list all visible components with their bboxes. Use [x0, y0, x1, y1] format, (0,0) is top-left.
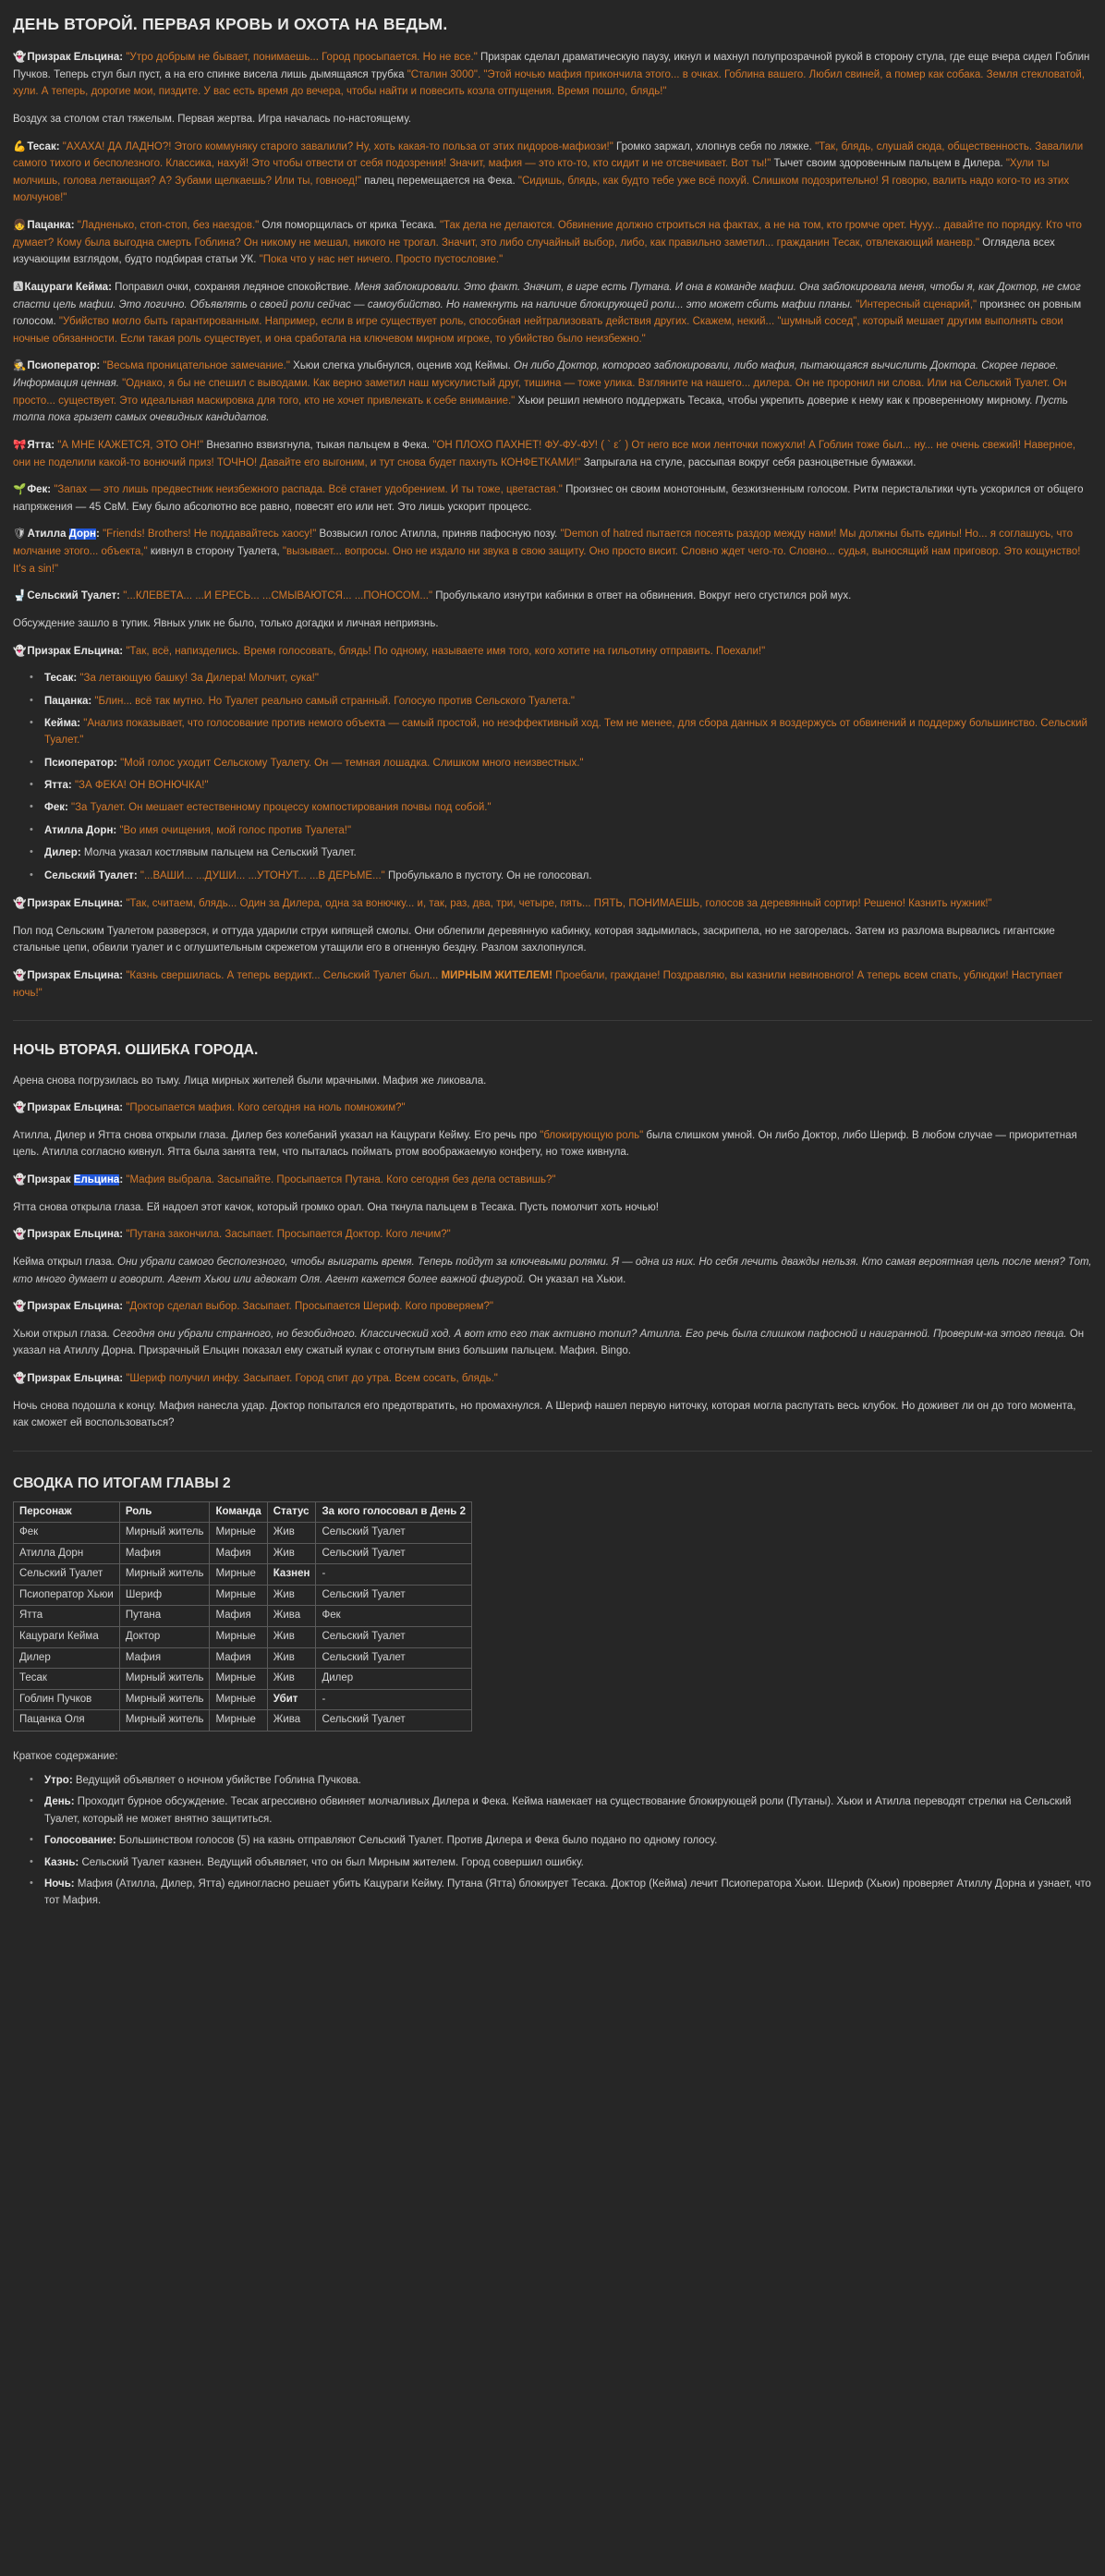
ghost-icon: 👻: [13, 1373, 27, 1385]
quote-text: "Так, всё, напизделись. Время голосовать, блядь! По одному, называете имя того, кого хотите на гильотину отправить. Поехали!": [126, 645, 766, 657]
narration-text: была слишком умной. Он либо Доктор, либо Шериф. В любом случае — приоритетная цель. Атилла согласно кивнул. Ятта была занята тем, что пыталась поймать ртом воображаемую конфету, но тоже кивнула.: [13, 1129, 1077, 1159]
cell-status: Жив: [267, 1543, 316, 1564]
quote-text: "За Туалет. Он мешает естественному процессу компостирования почвы под собой.": [71, 802, 492, 814]
dialog-paragraph-eltsin-6: [13, 1172, 1092, 1189]
quote-text: "Ладненько, стоп-стоп, без наездов.": [77, 220, 260, 231]
cell-team: Мирные: [210, 1710, 267, 1732]
cell-character: Гоблин Пучков: [14, 1689, 120, 1710]
narration-paragraph-6: Ятта снова открыла глаза. Ей надоел этот качок, который громко орал. Она ткнула пальцем в Тесака. Пусть помолчит хоть ночью!: [13, 1201, 659, 1213]
narration-text: Пробулькало изнутри кабинки в ответ на обвинения. Вокруг него сгустился рой мух.: [432, 590, 852, 602]
toilet-icon: 🚽: [13, 590, 27, 602]
table-row: [14, 1606, 472, 1627]
speaker-name: Призрак Ельцина:: [27, 1301, 124, 1313]
cell-vote: Фек: [316, 1606, 472, 1627]
cell-vote: Дилер: [316, 1669, 472, 1690]
speaker-name: [28, 529, 100, 540]
cell-role: Доктор: [119, 1627, 210, 1648]
cell-team: Мафия: [210, 1543, 267, 1564]
verdict-emphasis: МИРНЫМ ЖИТЕЛЕМ!: [441, 969, 552, 981]
brief-item-text: Сельский Туалет казнен. Ведущий объявляет, что он был Мирным жителем. Город совершил ошибку.: [79, 1856, 584, 1868]
list-item: [44, 844, 1092, 861]
narration-text: Он указал на Хьюи.: [525, 1273, 626, 1285]
speaker-name: Призрак Ельцина:: [27, 898, 124, 910]
ribbon-icon: 🎀: [13, 439, 27, 451]
table-header-cell: Персонаж: [14, 1501, 120, 1523]
cell-character: Пацанка Оля: [14, 1710, 120, 1732]
list-item: [44, 799, 1092, 816]
quote-text: "Так дела не делаются. Обвинение должно строиться на фактах, а не на том, кто громче орет. Нууу... давайте по порядку. Кто что думает? Кому была выгодна смерть Гоблина? Он никому не мешал, никого не трогал. Значит, это либо случайный выбор, либо, как правильно заметил... гражданин Тесак, отвлекающий маневр.": [13, 220, 1082, 249]
narration-text: Возвысил голос Атилла, приняв пафосную позу.: [316, 529, 561, 541]
text-selection-highlight[interactable]: Ельцина: [73, 1174, 120, 1186]
cell-status: Казнен: [267, 1564, 316, 1586]
cell-vote: -: [316, 1689, 472, 1710]
speaker-name-prefix: Призрак: [27, 1174, 74, 1186]
list-item: [44, 670, 1092, 687]
dialog-paragraph-toilet-1: [13, 588, 1092, 605]
brief-item-lead: Ночь:: [44, 1877, 75, 1889]
narration-text: произнес он ровным голосом.: [13, 298, 1082, 328]
table-header-cell: За кого голосовал в День 2: [316, 1501, 472, 1523]
cell-status: Жив: [267, 1647, 316, 1669]
quote-text: "Блин... всё так мутно. Но Туалет реально самый странный. Голосую против Сельского Туалета.": [94, 695, 575, 707]
dialog-paragraph-psioperator-1: [13, 358, 1092, 427]
cell-status: Жив: [267, 1669, 316, 1690]
speaker-name: Фек:: [44, 802, 68, 814]
narration-text: Громко заржал, хлопнув себя по ляжке.: [613, 140, 816, 152]
narration-paragraph-4: Арена снова погрузилась во тьму. Лица мирных жителей были мрачными. Мафия же ликовала.: [13, 1075, 487, 1087]
table-header-cell: Роль: [119, 1501, 210, 1523]
cell-character: Ятта: [14, 1606, 120, 1627]
narration-text: Хьюи решил немного поддержать Тесака, чтобы укрепить доверие к нему как к проверенному мирному.: [515, 395, 1036, 407]
cell-character: Тесак: [14, 1669, 120, 1690]
dialog-paragraph-eltsin-8: [13, 1298, 1092, 1316]
narration-text: Тычет своим здоровенным пальцем в Дилера.: [771, 158, 1006, 170]
section-divider-2: [13, 1451, 1092, 1452]
quote-text: "Во имя очищения, мой голос против Туалета!": [119, 824, 352, 836]
cell-role: Мирный житель: [119, 1523, 210, 1544]
list-item: [44, 755, 1092, 772]
speaker-name: Сельский Туалет:: [27, 590, 120, 602]
vote-list: [13, 670, 1092, 884]
table-header-row: [14, 1501, 472, 1523]
cell-character: Сельский Туалет: [14, 1564, 120, 1586]
narration-paragraph-1: Воздух за столом стал тяжелым. Первая жертва. Игра началась по-настоящему.: [13, 113, 412, 125]
dialog-paragraph-eltsin-7: [13, 1226, 1092, 1244]
dialog-paragraph-eltsin-5: [13, 1100, 1092, 1117]
quote-text: "АХАХА! ДА ЛАДНО?! Этого коммуняку старого завалили? Ну, хоть какая-то польза от этих пидоров-мафиози!": [62, 140, 613, 152]
speaker-name: Фек:: [27, 484, 52, 496]
quote-text: "Анализ показывает, что голосование против немого объекта — самый простой, но неэффективный ход. Тем не менее, для сбора данных я воздержусь от обвинений и поддержу большинство. Сельский Туалет.": [44, 717, 1087, 747]
inner-thought-text: Пусть толпа пока грызет самых очевидных кандидатов.: [13, 395, 1068, 424]
quote-text: "ЗА ФЕКА! ОН ВОНЮЧКА!": [74, 780, 209, 792]
list-item: [44, 1793, 1092, 1828]
cell-status: Жив: [267, 1627, 316, 1648]
speaker-name: Призрак Ельцина:: [27, 645, 124, 657]
speaker-name: Псиоператор:: [44, 757, 117, 769]
cell-vote: Сельский Туалет: [316, 1523, 472, 1544]
muscle-icon: 💪: [13, 140, 27, 152]
dialog-paragraph-eltsin-3: [13, 895, 1092, 913]
cell-role: Шериф: [119, 1585, 210, 1606]
cell-team: Мирные: [210, 1564, 267, 1586]
narration-text: Запрыгала на стуле, рассыпая вокруг себя разноцветные бумажки.: [580, 456, 917, 468]
cell-role: Мафия: [119, 1647, 210, 1669]
quote-text: "блокирующую роль": [540, 1129, 644, 1141]
table-row: [14, 1523, 472, 1544]
cell-team: Мирные: [210, 1669, 267, 1690]
quote-text: "Мой голос уходит Сельскому Туалету. Он — темная лошадка. Слишком много неизвестных.": [120, 757, 584, 769]
brief-item-lead: Утро:: [44, 1774, 73, 1786]
list-item: [44, 715, 1092, 749]
ghost-icon: 👻: [13, 1174, 27, 1186]
quote-text: "ОН ПЛОХО ПАХНЕТ! ФУ-ФУ-ФУ! ( ` ε´ ) От него все мои ленточки пожухли! А Гоблин тоже был... ну... не очень свежий! Наверное, они не поделили какой-то вонючий приз! ТОЧНО! Давайте его выгоним, и тут снова будет пахнуть КОНФЕТКАМИ!": [13, 439, 1076, 468]
narration-paragraph-7: [13, 1254, 1092, 1288]
list-item: [44, 1876, 1092, 1910]
narration-paragraph-3: Пол под Сельским Туалетом разверзся, и оттуда ударили струи кипящей смолы. Они облепили деревянную кабинку, которая задымилась, заскрипела, но не загорелась. Затем из разлома вырвались гигантские стальные цепи, обвили туалет и с оглушительным скрежетом утащили его в огненную бездну. Разлом захлопнулся.: [13, 925, 1055, 954]
quote-text: "Убийство могло быть гарантированным. Например, если в игре существует роль, способная нейтрализовать действия других. Скажем, некий... "шумный сосед", который мешает другим выполнять свои ночные обязанности. Если такая роль существует, и она сработала на ключевом мирном игроке, то убийство было неизбежно.": [13, 316, 1063, 345]
quote-text: "Путана закончила. Засыпает. Просыпается Доктор. Кого лечим?": [126, 1229, 451, 1241]
speaker-name-suffix: :: [119, 1174, 124, 1186]
list-item: [44, 822, 1092, 839]
cell-character: Дилер: [14, 1647, 120, 1669]
summary-title: СВОДКА ПО ИТОГАМ ГЛАВЫ 2: [13, 1475, 231, 1491]
brief-item-lead: Голосование:: [44, 1835, 116, 1847]
list-item: [44, 693, 1092, 710]
dialog-paragraph-eltsin-9: [13, 1370, 1092, 1388]
dialog-paragraph-eltsin-4: [13, 967, 1092, 1002]
cell-status: Жив: [267, 1523, 316, 1544]
dialog-paragraph-yatta-1: [13, 437, 1092, 471]
quote-text: "Запах — это лишь предвестник неизбежного распада. Всё станет удобрением. И ты тоже, цветастая.": [54, 484, 563, 496]
cell-team: Мирные: [210, 1689, 267, 1710]
brief-item-text: Ведущий объявляет о ночном убийстве Гоблина Пучкова.: [72, 1774, 361, 1786]
speaker-name: Призрак Ельцина:: [27, 52, 124, 63]
cell-role: Мафия: [119, 1543, 210, 1564]
cell-team: Мафия: [210, 1647, 267, 1669]
dialog-paragraph-eltsin-1: [13, 49, 1092, 101]
plant-icon: 🌱: [13, 484, 27, 496]
quote-text: "...ВАШИ... ...ДУШИ... ...УТОНУТ... ...В ДЕРЬМЕ...": [140, 869, 385, 881]
dialog-paragraph-fek-1: [13, 481, 1092, 516]
table-row: [14, 1669, 472, 1690]
brief-item-lead: День:: [44, 1796, 75, 1808]
list-item: [44, 868, 1092, 884]
dialog-paragraph-patsanka-1: [13, 217, 1092, 269]
ghost-icon: 👻: [13, 898, 27, 910]
narration-paragraph-2: Обсуждение зашло в тупик. Явных улик не было, только догадки и личная неприязнь.: [13, 617, 439, 629]
cell-vote: Сельский Туалет: [316, 1543, 472, 1564]
dialog-paragraph-eltsin-2: [13, 643, 1092, 661]
cell-team: Мирные: [210, 1523, 267, 1544]
inner-thought-text: Он либо Доктор, которого заблокировали, либо мафия, пытающаяся вычислить Доктора. Скорее первое. Информация ценная.: [13, 360, 1059, 389]
cell-status: Убит: [267, 1689, 316, 1710]
narration-text: Поправил очки, сохраняя ледяное спокойствие.: [115, 281, 355, 293]
summary-table: [13, 1501, 472, 1732]
list-item: [44, 1832, 1092, 1849]
table-row: [14, 1647, 472, 1669]
quote-text: "Утро добрым не бывает, понимаешь... Город просыпается. Но не все.": [126, 52, 478, 63]
cell-character: Атилла Дорн: [14, 1543, 120, 1564]
table-header-cell: Команда: [210, 1501, 267, 1523]
brief-list: [13, 1772, 1092, 1910]
ghost-icon: 👻: [13, 1102, 27, 1114]
speaker-name: Призрак Ельцина:: [27, 1373, 124, 1385]
speaker-name: Пацанка:: [27, 220, 75, 231]
table-row: [14, 1564, 472, 1586]
quote-text: "Так, блядь, слушай сюда, общественность. Завалили самого тихого и бесполезного. Классика, нахуй! Это чтобы отвести от себя подозрения! Значит, мафия — это кто-то, кто сидит и не отсвечивает. Вот ты!": [13, 140, 1084, 170]
quote-text: "Интересный сценарий,": [853, 298, 978, 310]
quote-text: "Однако, я бы не спешил с выводами. Как верно заметил наш мускулистый друг, тишина — тоже улика. Взгляните на нашего... дилера. Он не проронил ни слова. Или на Сельский Туалет. Он просто... существует. Это идеальная маскировка для того, кто не хочет привлекать к себе внимание.": [13, 378, 1067, 407]
quote-text: "Так, считаем, блядь... Один за Дилера, одна за вонючку... и, так, раз, два, три, четыре, пять... ПЯТЬ, ПОНИМАЕШЬ, голосов за деревянный сортир! Решено! Казнить нужник!": [126, 898, 992, 910]
table-header-cell: Статус: [267, 1501, 316, 1523]
cell-role: Путана: [119, 1606, 210, 1627]
knight-icon: 🛡: [13, 529, 27, 541]
quote-text: "Пока что у нас нет ничего. Просто пустословие.": [259, 254, 504, 266]
dialog-paragraph-atilla-1: [13, 526, 1092, 577]
cell-status: Жив: [267, 1585, 316, 1606]
speaker-name: Псиоператор:: [27, 360, 101, 372]
narration-text: Пробулькало в пустоту. Он не голосовал.: [384, 869, 592, 881]
speaker-name: Тесак:: [27, 140, 60, 152]
dialog-paragraph-keima-1: [13, 279, 1092, 348]
cell-vote: Сельский Туалет: [316, 1647, 472, 1669]
cell-vote: Сельский Туалет: [316, 1627, 472, 1648]
glasses-icon: 🅰: [13, 281, 24, 293]
narration-text: Оглядела всех изучающим взглядом, будто подбирая статьи УК.: [13, 237, 1055, 266]
table-body: [14, 1523, 472, 1731]
narration-text: Внезапно взвизгнула, тыкая пальцем в Фека.: [203, 439, 433, 451]
brief-item-text: Мафия (Атилла, Дилер, Ятта) единогласно решает убить Кацураги Кейму. Путана (Ятта) блокирует Тесака. Доктор (Кейма) лечит Псиоператора Хьюи. Шериф (Хьюи) проверяет Атиллу Дорна и узнает, что тот Мафия.: [44, 1877, 1091, 1907]
ghost-icon: 👻: [13, 1229, 27, 1241]
quote-text: "Шериф получил инфу. Засыпает. Город спит до утра. Всем сосать, блядь.": [126, 1373, 498, 1385]
cell-role: Мирный житель: [119, 1669, 210, 1690]
ghost-icon: 👻: [13, 1301, 27, 1313]
speaker-name: Пацанка:: [44, 695, 92, 707]
ghost-icon: 👻: [13, 645, 27, 657]
inner-thought-text: Сегодня они убрали странного, но безобидного. Классический ход. А вот кто его так активно топил? Атилла. Его речь была слишком пафосной и наигранной. Проверим-ка этого певца.: [112, 1328, 1067, 1340]
cell-vote: Сельский Туалет: [316, 1710, 472, 1732]
narration-text: Хьюи открыл глаза.: [13, 1328, 113, 1340]
ghost-icon: 👻: [13, 52, 27, 63]
page-title: ДЕНЬ ВТОРОЙ. ПЕРВАЯ КРОВЬ И ОХОТА НА ВЕДЬМ.: [13, 15, 448, 33]
speaker-name: Тесак:: [44, 673, 78, 685]
cell-character: Псиоператор Хьюи: [14, 1585, 120, 1606]
quote-text: "А МНЕ КАЖЕТСЯ, ЭТО ОН!": [57, 439, 204, 451]
cell-status: Жива: [267, 1710, 316, 1732]
brief-item-text: Большинством голосов (5) на казнь отправляют Сельский Туалет. Против Дилера и Фека было подано по одному голосу.: [115, 1835, 718, 1847]
section-divider: [13, 1020, 1092, 1021]
quote-text: "Сталин 3000".: [407, 68, 481, 80]
quote-text: "Хули ты молчишь, голова летающая? А? Зубами щелкаешь? Или ты, говноед!": [13, 158, 1050, 187]
list-item: [44, 1854, 1092, 1871]
speaker-name-prefix: Атилла: [27, 529, 69, 541]
list-item: [44, 1772, 1092, 1789]
table-row: [14, 1689, 472, 1710]
narration-text: Он указал на Атиллу Дорна. Призрачный Ельцин показал ему сжатый кулак с отогнутым вниз большим пальцем. Мафия. Bingo.: [13, 1328, 1085, 1357]
inner-thought-text: Они убрали самого бесполезного, чтобы выиграть время. Теперь пойдут за ключевыми ролями. Я — одна из них. Но себя лечить дважды нельзя. Кто самая вероятная цель после меня? Тот, кто много думает и говорит. Агент Хьюи или адвокат Оля. Агент кажется более важной фигурой.: [13, 1256, 1092, 1285]
cell-team: Мафия: [210, 1606, 267, 1627]
narration-text: Атилла, Дилер и Ятта снова открыли глаза. Дилер без колебаний указал на Кацураги Кейму. Его речь про: [13, 1129, 540, 1141]
quote-text: "Весьма проницательное замечание.": [103, 360, 290, 372]
night-section-title: НОЧЬ ВТОРАЯ. ОШИБКА ГОРОДА.: [13, 1042, 259, 1059]
quote-text: "Demon of hatred пытается посеять раздор между нами! Мы должны быть едины! Но... я соглашусь, что молчание этого... объекта,": [13, 529, 1073, 557]
narration-text: Молча указал костлявым пальцем на Сельский Туалет.: [83, 847, 357, 859]
brief-item-lead: Казнь:: [44, 1856, 79, 1868]
speaker-name: Призрак Ельцина:: [27, 1229, 124, 1241]
narration-text: кивнул в сторону Туалета,: [147, 546, 283, 557]
ghost-icon: 👻: [13, 969, 27, 981]
table-row: [14, 1543, 472, 1564]
narration-text: палец перемещается на Фека.: [361, 175, 518, 187]
narration-text: Кейма открыл глаза.: [13, 1256, 118, 1268]
quote-text: "вызывает... вопросы. Оно не издало ни звука в свою защиту. Оно просто висит. Словно ждет чего-то. Словно... судья, выносящий нам приговор. Это кощунство! It's a sin!": [13, 546, 1081, 575]
narration-paragraph-8: [13, 1326, 1092, 1360]
speaker-name: Ятта:: [27, 439, 55, 451]
dialog-paragraph-tesak-1: [13, 139, 1092, 208]
narration-text: Призрак сделал драматическую паузу, икнул и махнул полупрозрачной рукой в сторону стула, где еще вчера сидел Гоблин Пучков. Теперь стул был пуст, а на его спинке висела лишь дымящаяся трубка: [13, 52, 1090, 80]
quote-text: "Friends! Brothers! Не поддавайтесь хаосу!": [103, 529, 317, 541]
quote-text: "Казнь свершилась. А теперь вердикт... Сельский Туалет был...: [126, 969, 442, 981]
speaker-name: Кацураги Кейма:: [24, 281, 112, 293]
girl-icon: 👧: [13, 220, 27, 231]
cell-vote: -: [316, 1564, 472, 1586]
cell-vote: Сельский Туалет: [316, 1585, 472, 1606]
inner-thought-text: Меня заблокировали. Это факт. Значит, в игре есть Путана. И она в команде мафии. Она заблокировала меня, чтобы я, как Доктор, не смог спасти цель мафии. Это логично. Объявлять о своей роли сейчас — самоубийство. Но намекнуть на наличие блокирующей роли... это может сбить мафии планы.: [13, 281, 1081, 310]
table-row: [14, 1627, 472, 1648]
cell-team: Мирные: [210, 1627, 267, 1648]
speaker-name: Кейма:: [44, 717, 81, 729]
speaker-name: Атилла Дорн:: [44, 824, 117, 836]
speaker-name: Дилер:: [44, 847, 81, 859]
cell-character: Кацураги Кейма: [14, 1627, 120, 1648]
brief-heading: Краткое содержание:: [13, 1750, 118, 1762]
text-selection-highlight[interactable]: Дорн: [68, 529, 97, 541]
speaker-name: Ятта:: [44, 780, 72, 792]
cell-status: Жива: [267, 1606, 316, 1627]
narration-paragraph-5: [13, 1127, 1092, 1161]
quote-text: Проебали, граждане! Поздравляю, вы казнили невиновного! А теперь всем спать, ублюдки! Наступает ночь!": [13, 969, 1063, 999]
cell-role: Мирный житель: [119, 1564, 210, 1586]
narration-text: Оля поморщилась от крика Тесака.: [259, 220, 440, 231]
table-row: [14, 1585, 472, 1606]
quote-text: "Этой ночью мафия прикончила этого... в очках. Гоблина вашего. Любил свиней, а помер как собака. Земля стекловатой, хули. А теперь, дорогие мои, пиздите. У вас есть время до вечера, чтобы найти и повесить козла отпущения. Время пошло, блядь!": [13, 68, 1086, 98]
speaker-name-suffix: :: [96, 529, 100, 541]
quote-text: "Сидишь, блядь, как будто тебе уже всё похуй. Слишком подозрительно! Я говорю, валить надо кого-то из этих молчунов!": [13, 175, 1070, 204]
speaker-name: Призрак Ельцина:: [27, 1102, 124, 1114]
speaker-name: [27, 1174, 123, 1185]
speaker-name: Призрак Ельцина:: [27, 969, 124, 981]
brief-item-text: Проходит бурное обсуждение. Тесак агрессивно обвиняет молчаливых Дилера и Фека. Кейма намекает на существование блокирующей роли (Путаны). Хьюи и Атилла переводят стрелки на Сельский Туалет, который не может внятно защититься.: [44, 1796, 1072, 1825]
speaker-name: Сельский Туалет:: [44, 869, 138, 881]
table-row: [14, 1710, 472, 1732]
quote-text: "Доктор сделал выбор. Засыпает. Просыпается Шериф. Кого проверяем?": [126, 1301, 493, 1313]
quote-text: "Просыпается мафия. Кого сегодня на ноль помножим?": [126, 1102, 406, 1114]
narration-text: Произнес он своим монотонным, безжизненным голосом. Ритм перистальтики чуть ускорился от общего напряжения — 45 СвМ. Ему было абсолютно все равно, повесят его или нет. Это лишь ускорит процесс.: [13, 484, 1084, 513]
cell-role: Мирный житель: [119, 1710, 210, 1732]
narration-paragraph-9: Ночь снова подошла к концу. Мафия нанесла удар. Доктор попытался его предотвратить, но промахнулся. А Шериф нашел первую ниточку, которая могла распутать весь клубок. Но доживет ли он до того момента, как сможет ей воспользоваться?: [13, 1400, 1076, 1429]
quote-text: "...КЛЕВЕТА... ...И ЕРЕСЬ... ...СМЫВАЮТСЯ... ...ПОНОСОМ...": [123, 590, 433, 602]
cell-character: Фек: [14, 1523, 120, 1544]
cell-role: Мирный житель: [119, 1689, 210, 1710]
agent-icon: 🕵: [13, 360, 27, 372]
quote-text: "За летающую башку! За Дилера! Молчит, сука!": [79, 673, 319, 685]
cell-team: Мирные: [210, 1585, 267, 1606]
narration-text: Хьюи слегка улыбнулся, оценив ход Кеймы.: [289, 360, 515, 372]
list-item: [44, 777, 1092, 794]
quote-text: "Мафия выбрала. Засыпайте. Просыпается Путана. Кого сегодня без дела оставишь?": [126, 1174, 556, 1186]
